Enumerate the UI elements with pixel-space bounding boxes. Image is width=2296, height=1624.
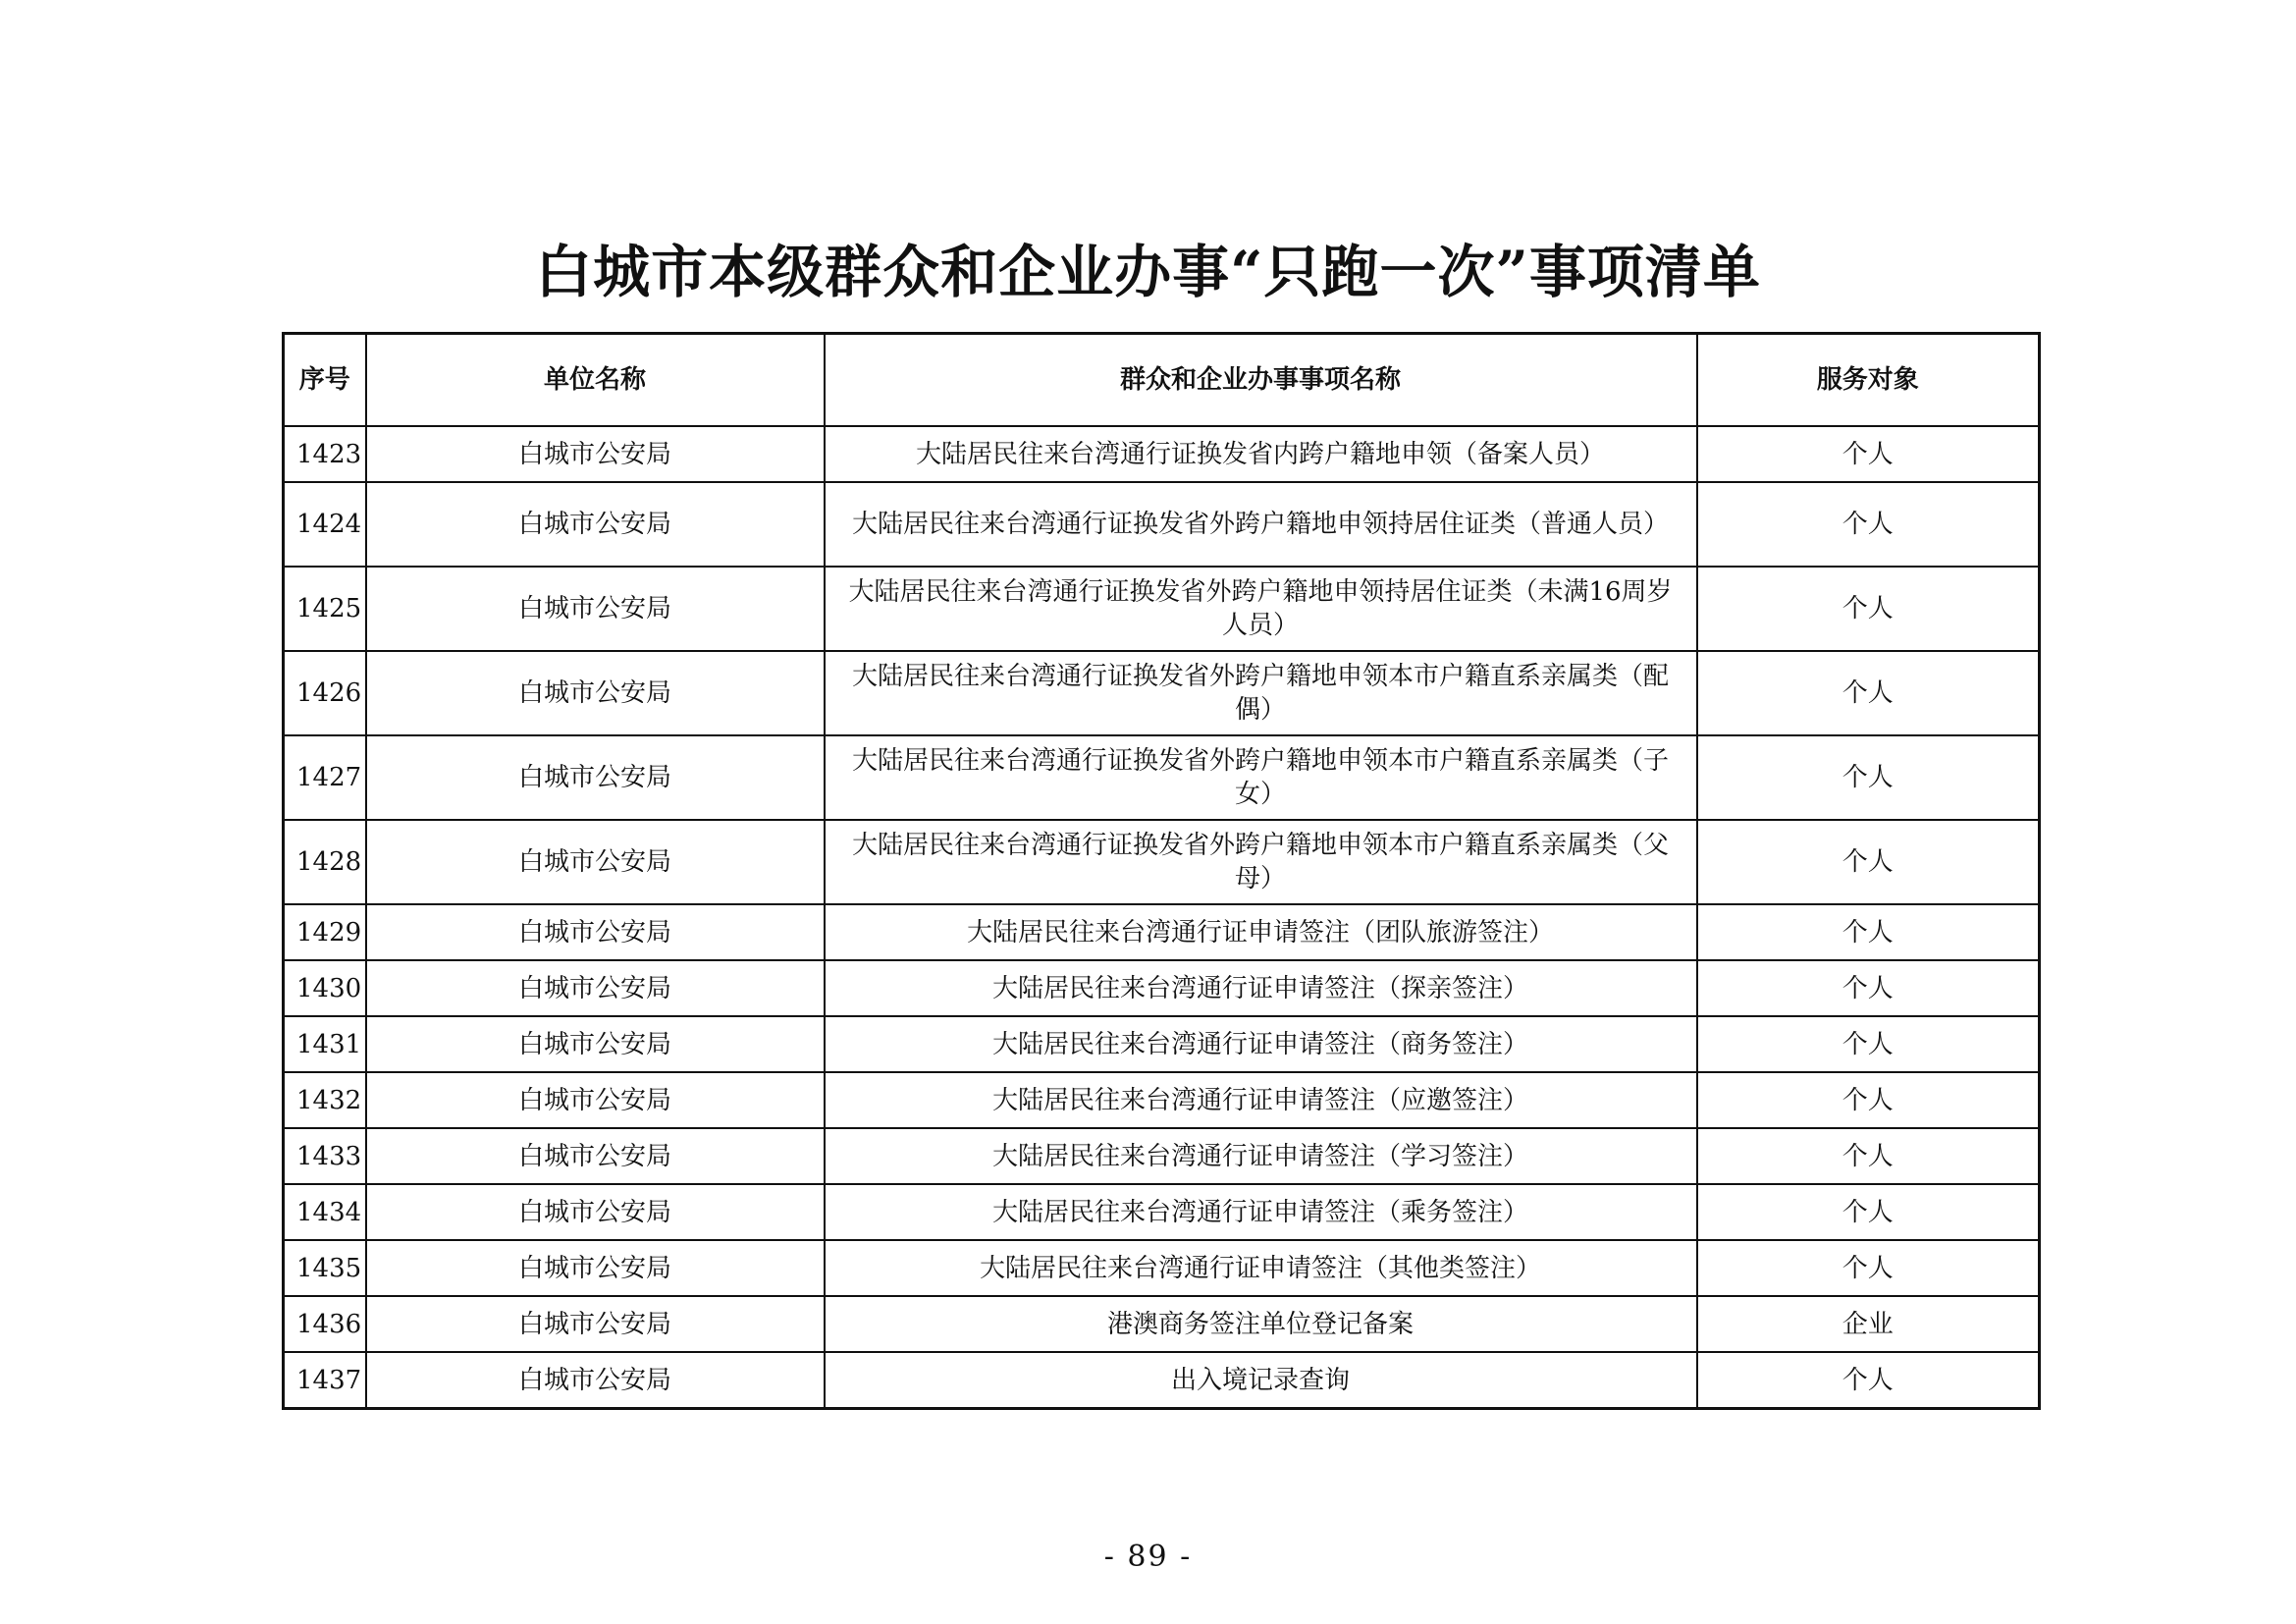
row-target: 个人 xyxy=(1697,426,2040,482)
items-table xyxy=(282,332,2041,1410)
table-row xyxy=(284,1184,2040,1240)
header-item: 群众和企业办事事项名称 xyxy=(825,334,1697,427)
row-unit: 白城市公安局 xyxy=(366,426,825,482)
row-item: 大陆居民往来台湾通行证申请签注（其他类签注） xyxy=(825,1240,1697,1296)
table-row xyxy=(284,820,2040,904)
row-item: 大陆居民往来台湾通行证申请签注（应邀签注） xyxy=(825,1072,1697,1128)
row-item: 大陆居民往来台湾通行证申请签注（团队旅游签注） xyxy=(825,904,1697,960)
row-unit: 白城市公安局 xyxy=(366,1016,825,1072)
row-target: 个人 xyxy=(1697,735,2040,820)
page-number: - 89 - xyxy=(1103,1540,1193,1574)
header-target: 服务对象 xyxy=(1697,334,2040,427)
row-index: 1428 xyxy=(284,820,366,904)
table-row xyxy=(284,1352,2040,1409)
row-unit: 白城市公安局 xyxy=(366,1128,825,1184)
row-unit: 白城市公安局 xyxy=(366,651,825,735)
row-item: 大陆居民往来台湾通行证申请签注（学习签注） xyxy=(825,1128,1697,1184)
row-index: 1436 xyxy=(284,1296,366,1352)
row-target: 个人 xyxy=(1697,1352,2040,1409)
row-index: 1423 xyxy=(284,426,366,482)
row-unit: 白城市公安局 xyxy=(366,482,825,567)
row-target: 个人 xyxy=(1697,1072,2040,1128)
table-row xyxy=(284,1072,2040,1128)
row-item: 大陆居民往来台湾通行证换发省内跨户籍地申领（备案人员） xyxy=(825,426,1697,482)
row-item: 大陆居民往来台湾通行证换发省外跨户籍地申领本市户籍直系亲属类（子女） xyxy=(825,735,1697,820)
row-item: 大陆居民往来台湾通行证换发省外跨户籍地申领持居住证类（普通人员） xyxy=(825,482,1697,567)
table-row xyxy=(284,426,2040,482)
table-row xyxy=(284,735,2040,820)
row-target: 个人 xyxy=(1697,820,2040,904)
row-index: 1433 xyxy=(284,1128,366,1184)
row-item: 大陆居民往来台湾通行证换发省外跨户籍地申领本市户籍直系亲属类（父母） xyxy=(825,820,1697,904)
row-target: 个人 xyxy=(1697,482,2040,567)
table-row xyxy=(284,482,2040,567)
row-unit: 白城市公安局 xyxy=(366,1352,825,1409)
row-target: 个人 xyxy=(1697,904,2040,960)
row-target: 个人 xyxy=(1697,1016,2040,1072)
table-row xyxy=(284,1128,2040,1184)
row-item: 大陆居民往来台湾通行证申请签注（乘务签注） xyxy=(825,1184,1697,1240)
row-target: 个人 xyxy=(1697,1240,2040,1296)
row-unit: 白城市公安局 xyxy=(366,1184,825,1240)
table-row xyxy=(284,1296,2040,1352)
row-target: 企业 xyxy=(1697,1296,2040,1352)
row-index: 1431 xyxy=(284,1016,366,1072)
row-unit: 白城市公安局 xyxy=(366,1240,825,1296)
row-unit: 白城市公安局 xyxy=(366,1296,825,1352)
row-index: 1437 xyxy=(284,1352,366,1409)
table-row xyxy=(284,651,2040,735)
row-index: 1429 xyxy=(284,904,366,960)
table-row xyxy=(284,904,2040,960)
row-index: 1432 xyxy=(284,1072,366,1128)
row-index: 1435 xyxy=(284,1240,366,1296)
table-row xyxy=(284,567,2040,651)
row-index: 1427 xyxy=(284,735,366,820)
table-header-row xyxy=(284,334,2040,427)
row-index: 1424 xyxy=(284,482,366,567)
row-index: 1426 xyxy=(284,651,366,735)
row-target: 个人 xyxy=(1697,1128,2040,1184)
header-index: 序号 xyxy=(284,334,366,427)
row-index: 1430 xyxy=(284,960,366,1016)
row-item: 港澳商务签注单位登记备案 xyxy=(825,1296,1697,1352)
row-index: 1425 xyxy=(284,567,366,651)
header-unit: 单位名称 xyxy=(366,334,825,427)
row-item: 大陆居民往来台湾通行证申请签注（商务签注） xyxy=(825,1016,1697,1072)
page-title: 白城市本级群众和企业办事“只跑一次”事项清单 xyxy=(535,239,1761,305)
row-target: 个人 xyxy=(1697,960,2040,1016)
row-index: 1434 xyxy=(284,1184,366,1240)
row-target: 个人 xyxy=(1697,567,2040,651)
row-unit: 白城市公安局 xyxy=(366,567,825,651)
row-item: 出入境记录查询 xyxy=(825,1352,1697,1409)
row-unit: 白城市公安局 xyxy=(366,735,825,820)
row-unit: 白城市公安局 xyxy=(366,1072,825,1128)
table-row xyxy=(284,1240,2040,1296)
row-item: 大陆居民往来台湾通行证换发省外跨户籍地申领本市户籍直系亲属类（配偶） xyxy=(825,651,1697,735)
row-unit: 白城市公安局 xyxy=(366,904,825,960)
table-row xyxy=(284,1016,2040,1072)
row-target: 个人 xyxy=(1697,1184,2040,1240)
table-row xyxy=(284,960,2040,1016)
row-unit: 白城市公安局 xyxy=(366,960,825,1016)
row-target: 个人 xyxy=(1697,651,2040,735)
row-item: 大陆居民往来台湾通行证申请签注（探亲签注） xyxy=(825,960,1697,1016)
row-item: 大陆居民往来台湾通行证换发省外跨户籍地申领持居住证类（未满16周岁人员） xyxy=(825,567,1697,651)
row-unit: 白城市公安局 xyxy=(366,820,825,904)
